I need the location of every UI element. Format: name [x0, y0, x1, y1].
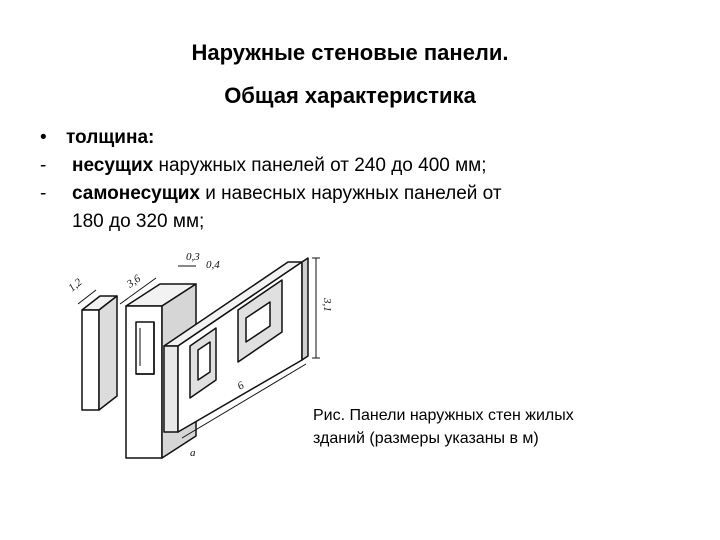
- dim-label-height: 3,1: [321, 298, 333, 312]
- item-bold-term: самонесущих: [72, 183, 200, 204]
- dim-label-length: 6: [235, 379, 247, 393]
- bullet-label: толщина:: [66, 127, 155, 148]
- slide-title-line-2: Общая характеристика: [224, 83, 476, 108]
- dash-marker: -: [40, 183, 47, 204]
- slide-title-line-1: Наружные стеновые панели.: [191, 40, 509, 65]
- dim-label-thickness: 1,2: [66, 276, 85, 295]
- small-panel: [82, 296, 117, 410]
- dim-label-width-small: 3,6: [124, 272, 143, 291]
- item-text: и навесных наружных панелей от: [199, 183, 502, 204]
- list-item-continuation: 180 до 320 мм;: [72, 211, 205, 232]
- figure-caption-line-2: зданий (размеры указаны в м): [313, 430, 539, 447]
- panels-drawing: [60, 248, 350, 460]
- bullet-marker: •: [40, 127, 47, 148]
- item-text: наружных панелей от 240 до 400 мм;: [153, 155, 487, 176]
- figure-letter: а: [190, 447, 196, 459]
- dash-marker: -: [40, 155, 47, 176]
- dim-label-04: 0,4: [206, 259, 220, 271]
- dim-label-03: 0,3: [186, 251, 200, 263]
- figure-caption-line-1: Рис. Панели наружных стен жилых: [313, 407, 574, 424]
- item-bold-term: несущих: [72, 155, 154, 176]
